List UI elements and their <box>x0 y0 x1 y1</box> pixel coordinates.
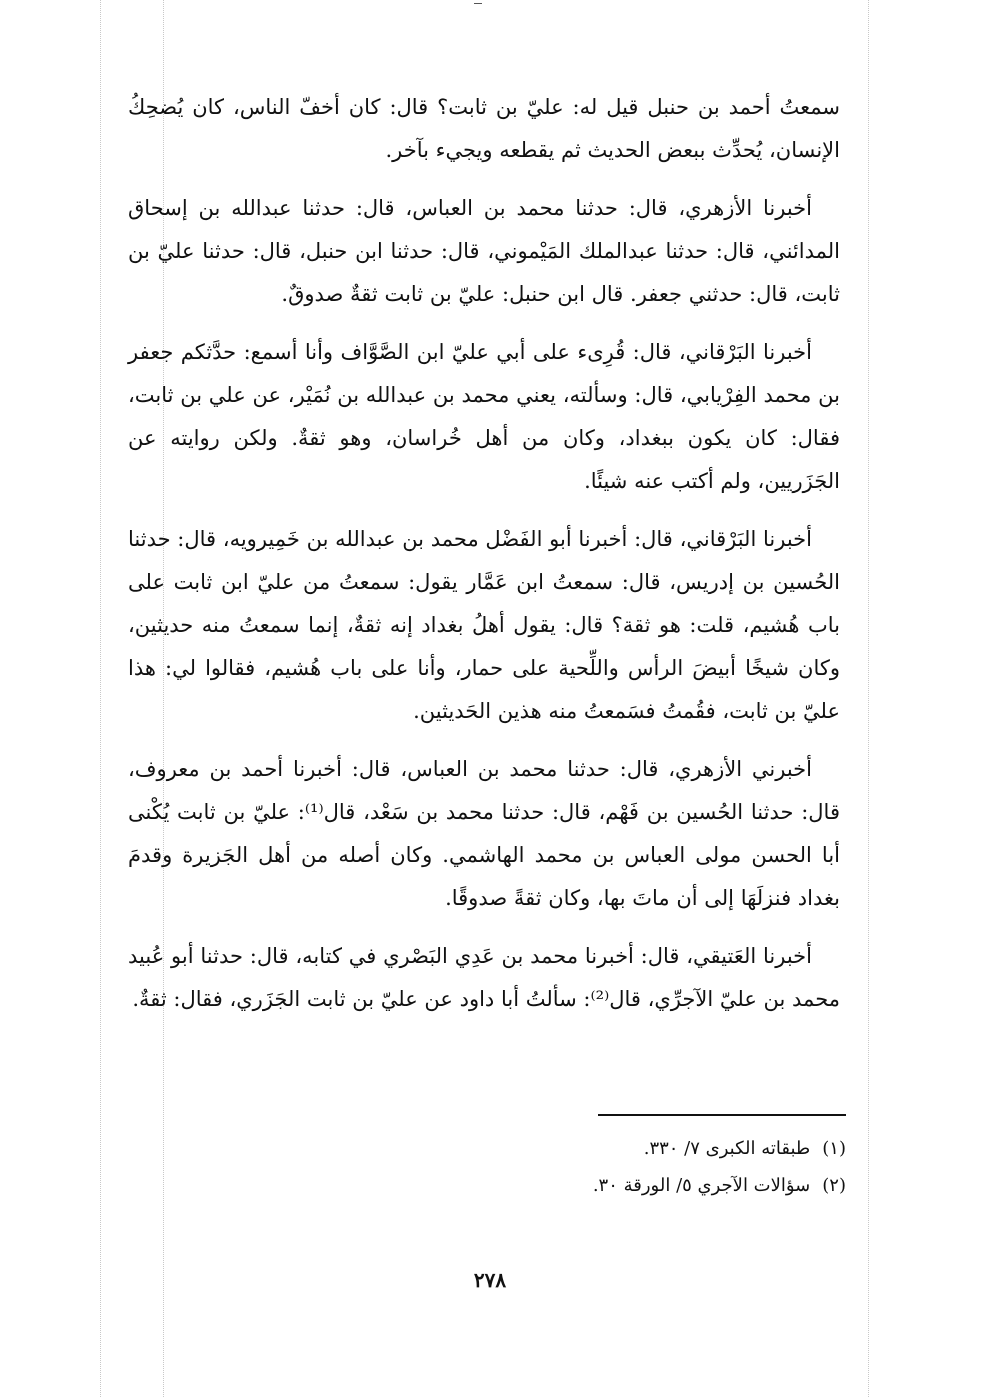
footnote-number: (١) <box>822 1138 846 1159</box>
footnote-text: سؤالات الآجري ٥/ الورقة ٣٠. <box>592 1175 811 1196</box>
paragraph: سمعتُ أحمد بن حنبل قيل له: عليّ بن ثابت؟ قال: كان أخفّ الناس، كان يُضحِكُ الإنسان، يُحدِّث ببعض الحديث ثم يقطعه ويجيء بآخر. <box>128 95 840 162</box>
paragraph: أخبرنا العَتيقي، قال: أخبرنا محمد بن عَدِي البَصْري في كتابه، قال: حدثنا أبو عُبيد محمد بن عليّ الآجرِّي، قال⁽²⁾: سألتُ أبا داود عن عليّ بن ثابت الجَزَري، فقال: ثقةٌ. <box>128 944 840 1011</box>
paragraph: أخبرنا البَرْقاني، قال: قُرِىء على أبي عليّ ابن الصَّوَّاف وأنا أسمع: حدَّثكم جعفر بن محمد الفِرْيابي، قال: وسألته، يعني محمد بن عبدالله بن نُمَيْر، عن علي بن ثابت، فقال: كان يكون ببغداد، وكان من أهل خُراسان، وهو ثقةٌ. ولكن روايته عن الجَزَريين، ولم أكتب عنه شيئًا. <box>128 340 840 493</box>
scan-dotted-line <box>100 0 101 1397</box>
scan-dotted-line <box>868 0 869 1397</box>
paragraph: أخبرنا البَرْقاني، قال: أخبرنا أبو الفَضْل محمد بن عبدالله بن خَمِيرويه، قال: حدثنا الحُسين بن إدريس، قال: سمعتُ ابن عَمَّار يقول: سمعتُ من عليّ ابن ثابت على باب هُشيم، قلت: هو ثقة؟ قال: يقول أهلُ بغداد إنه ثقةٌ، إنما سمعتُ منه حديثين، وكان شيخًا أبيضَ الرأس واللِّحية على حمار، وأنا على باب هُشيم، فقالوا لي: هذا عليّ بن ثابت، فقُمتُ فسَمعتُ منه هذين الحَديثين. <box>128 527 840 723</box>
page-number: ٢٧٨ <box>473 1268 507 1292</box>
footnote <box>450 1130 846 1167</box>
footnote <box>450 1167 846 1204</box>
paragraph: أخبرني الأزهري، قال: حدثنا محمد بن العباس، قال: أخبرنا أحمد بن معروف، قال: حدثنا الحُسين بن فَهْم، قال: حدثنا محمد بن سَعْد، قال⁽¹⁾: عليّ بن ثابت يُكْنى أبا الحسن مولى العباس بن محمد الهاشمي. وكان أصله من أهل الجَزيرة وقدمَ بغداد فنزلَهَا إلى أن ماتَ بها، وكان ثقةً صدوقًا. <box>128 757 840 910</box>
paragraph: أخبرنا الأزهري، قال: حدثنا محمد بن العباس، قال: حدثنا عبدالله بن إسحاق المدائني، قال: حدثنا عبدالملك المَيْموني، قال: حدثنا ابن حنبل، قال: حدثنا عليّ بن ثابت، قال: حدثني جعفر. قال ابن حنبل: عليّ بن ثابت ثقةٌ صدوقٌ. <box>128 196 840 306</box>
body-text <box>128 86 840 1036</box>
footnotes <box>450 1130 846 1204</box>
footnote-number: (٢) <box>822 1175 846 1196</box>
footnote-text: طبقاته الكبرى ٧/ ٣٣٠. <box>643 1138 811 1159</box>
footnote-separator <box>598 1114 846 1116</box>
top-mark <box>474 3 482 4</box>
